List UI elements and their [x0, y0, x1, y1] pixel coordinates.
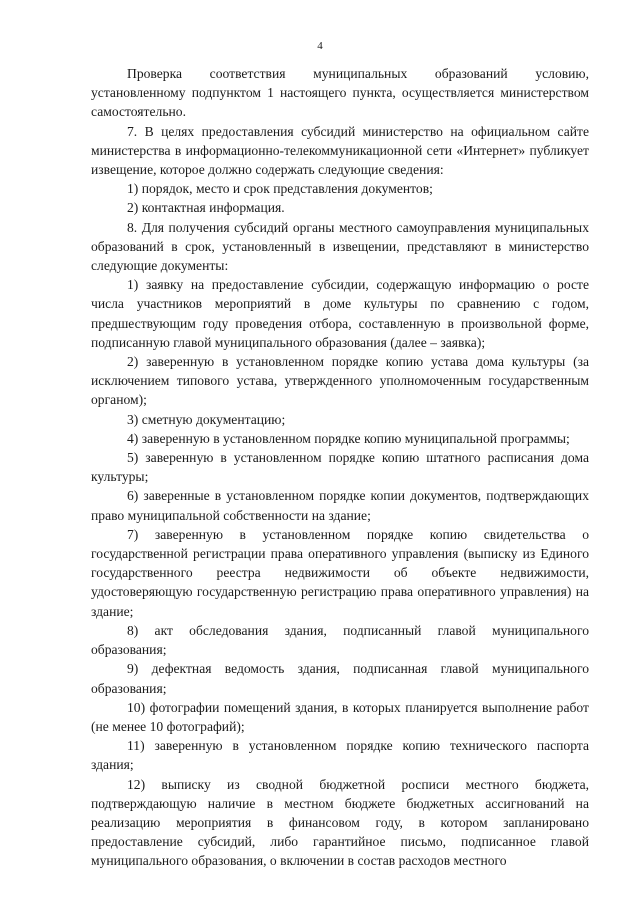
paragraph-8-subitem-8: 8) акт обследования здания, подписанный главой муниципального образования;	[91, 622, 589, 658]
page-number: 4	[317, 40, 323, 52]
paragraph-verification: Проверка соответствия муниципальных образований условию, установленному подпунктом 1 настоящего пункта, осуществляется министерством самостоятельно.	[91, 66, 589, 120]
paragraph-8-subitem-5: 5) заверенную в установленном порядке копию штатного расписания дома культуры;	[91, 450, 589, 485]
paragraph-8-subitem-9: 9) дефектная ведомость здания, подписанная главой муниципального образования;	[91, 661, 589, 696]
paragraph-8-subitem-7: 7) заверенную в установленном порядке копию свидетельства о государственной регистрации права оперативного управления (выписку из Единого государственного реестра недвижимости об объекте недвижимости, удостоверяющую государственную регистрацию права оперативного управления) на здание;	[91, 526, 589, 619]
paragraph-8-subitem-11: 11) заверенную в установленном порядке копию технического паспорта здания;	[91, 738, 589, 773]
paragraph-8-subitem-12: 12) выписку из сводной бюджетной росписи местного бюджета, подтверждающую наличие в местном бюджете бюджетных ассигнований на реализацию мероприятия в финансовом году, в котором запланировано предоставление субсидий, либо гарантийное письмо, подписанное главой муниципального образования, о включении в состав расходов местного	[91, 776, 589, 869]
paragraph-item-8: 8. Для получения субсидий органы местного самоуправления муниципальных образований в срок, установленный в извещении, представляют в министерство следующие документы:	[91, 219, 589, 274]
paragraph-8-subitem-10: 10) фотографии помещений здания, в которых планируется выполнение работ (не менее 10 фотографий);	[91, 699, 589, 734]
paragraph-7-subitem-1: 1) порядок, место и срок представления документов;	[127, 181, 433, 197]
paragraph-8-subitem-2: 2) заверенную в установленном порядке копию устава дома культуры (за исключением типового устава, утвержденного уполномоченным государственным органом);	[91, 354, 589, 408]
paragraph-7-subitem-2: 2) контактная информация.	[127, 200, 285, 216]
paragraph-8-subitem-1: 1) заявку на предоставление субсидии, содержащую информацию о росте числа участников мероприятий в доме культуры по сравнению с годом, предшествующим году проведения отбора, составленную в произвольной форме, подписанную главой муниципального образования (далее – заявка);	[91, 277, 589, 350]
paragraph-8-subitem-6: 6) заверенные в установленном порядке копии документов, подтверждающих право муниципальной собственности на здание;	[91, 488, 589, 523]
document-body	[91, 64, 589, 871]
paragraph-8-subitem-3: 3) сметную документацию;	[127, 411, 286, 427]
paragraph-item-7: 7. В целях предоставления субсидий министерство на официальном сайте министерства в информационно-телекоммуникационной сети «Интернет» публикует извещение, которое должно содержать следующие сведения:	[91, 123, 589, 178]
paragraph-8-subitem-4: 4) заверенную в установленном порядке копию муниципальной программы;	[127, 430, 570, 446]
